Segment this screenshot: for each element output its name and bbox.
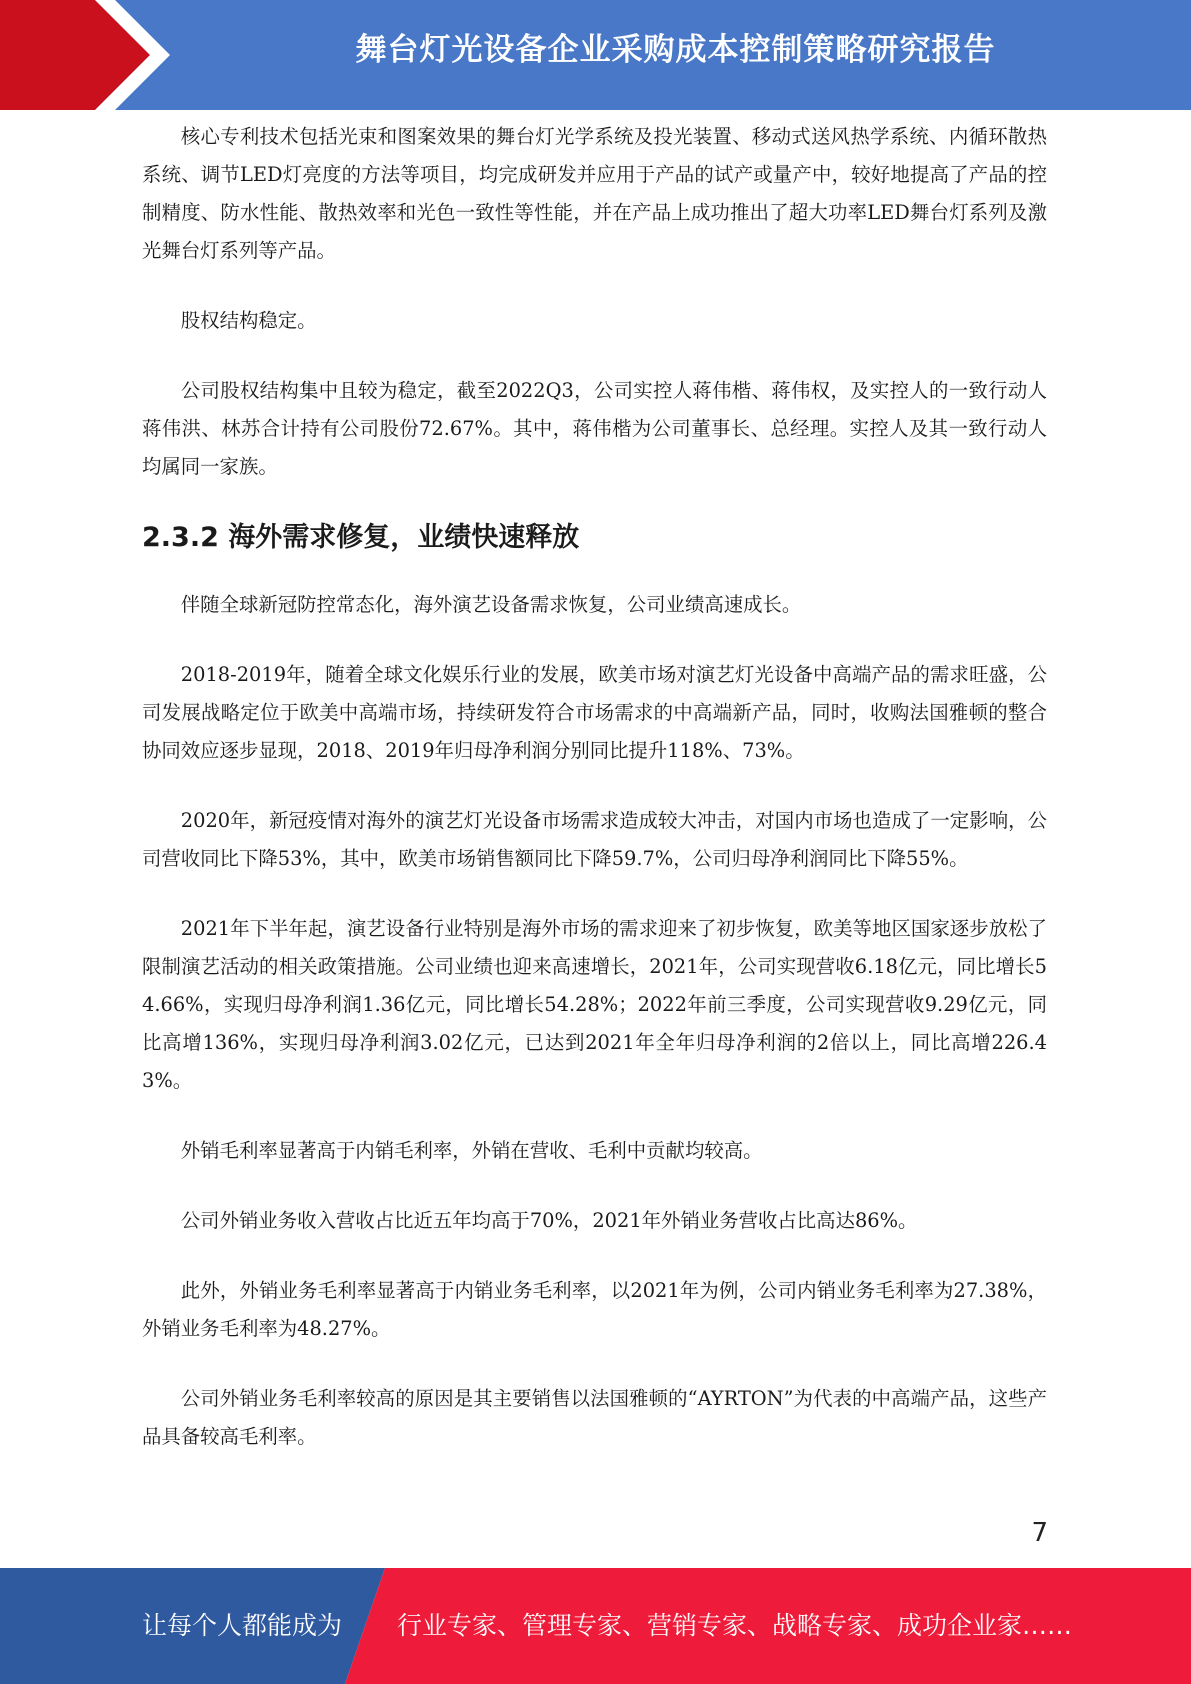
paragraph-margin-summary: 外销毛利率显著高于内销毛利率，外销在营收、毛利中贡献均较高。 xyxy=(180,1139,763,1162)
paragraph-2020: 2020年，新冠疫情对海外的演艺灯光设备市场需求造成较大冲击，对国内市场也造成了一定影响，公司营收同比下降53%，其中，欧美市场销售额同比下降59.7%，公司归母净利润同比下降55%。 xyxy=(142,809,1047,870)
paragraph-export-share: 公司外销业务收入营收占比近五年均高于70%，2021年外销业务营收占比高达86%。 xyxy=(180,1209,918,1232)
page-content xyxy=(142,118,1047,1488)
page-footer xyxy=(0,1568,1191,1684)
paragraph-2018-2019: 2018-2019年，随着全球文化娱乐行业的发展，欧美市场对演艺灯光设备中高端产品的需求旺盛，公司发展战略定位于欧美中高端市场，持续研发符合市场需求的中高端新产品，同时，收购法国雅顿的整合协同效应逐步显现，2018、2019年归母净利润分别同比提升118%、73%。 xyxy=(142,663,1047,762)
report-title: 舞台灯光设备企业采购成本控制策略研究报告 xyxy=(355,32,996,68)
paragraph-equity-detail: 公司股权结构集中且较为稳定，截至2022Q3，公司实控人蒋伟楷、蒋伟权，及实控人的一致行动人蒋伟洪、林苏合计持有公司股份72.67%。其中，蒋伟楷为公司董事长、总经理。实控人及其一致行动人均属同一家族。 xyxy=(142,379,1047,478)
paragraph-margin-reason: 公司外销业务毛利率较高的原因是其主要销售以法国雅顿的“AYRTON”为代表的中高端产品，这些产品具备较高毛利率。 xyxy=(142,1387,1047,1448)
paragraph-demand-recovery: 伴随全球新冠防控常态化，海外演艺设备需求恢复，公司业绩高速成长。 xyxy=(180,593,802,616)
page-header xyxy=(0,0,1191,110)
page-number: 7 xyxy=(1031,1518,1048,1548)
footer-slogan-left: 让每个人都能成为 xyxy=(142,1611,343,1640)
paragraph-patents: 核心专利技术包括光束和图案效果的舞台灯光学系统及投光装置、移动式送风热学系统、内循环散热系统、调节LED灯亮度的方法等项目，均完成研发并应用于产品的试产或量产中，较好地提高了产品的控制精度、防水性能、散热效率和光色一致性等性能，并在产品上成功推出了超大功率LED舞台灯系列及激光舞台灯系列等产品。 xyxy=(142,125,1047,262)
section-heading: 2.3.2 海外需求修复，业绩快速释放 xyxy=(142,522,580,553)
footer-slogan-right: 行业专家、管理专家、营销专家、战略专家、成功企业家…… xyxy=(397,1611,1073,1640)
paragraph-margin-detail: 此外，外销业务毛利率显著高于内销业务毛利率，以2021年为例，公司内销业务毛利率为27.38%，外销业务毛利率为48.27%。 xyxy=(142,1279,1047,1340)
paragraph-equity-summary: 股权结构稳定。 xyxy=(180,309,317,332)
paragraph-2021-2022: 2021年下半年起，演艺设备行业特别是海外市场的需求迎来了初步恢复，欧美等地区国家逐步放松了限制演艺活动的相关政策措施。公司业绩也迎来高速增长，2021年，公司实现营收6.18亿元，同比增长54.66%，实现归母净利润1.36亿元，同比增长54.28%；2022年前三季度，公司实现营收9.29亿元，同比高增136%，实现归母净利润3.02亿元，已达到2021年全年归母净利润的2倍以上，同比高增226.43%。 xyxy=(142,917,1047,1092)
